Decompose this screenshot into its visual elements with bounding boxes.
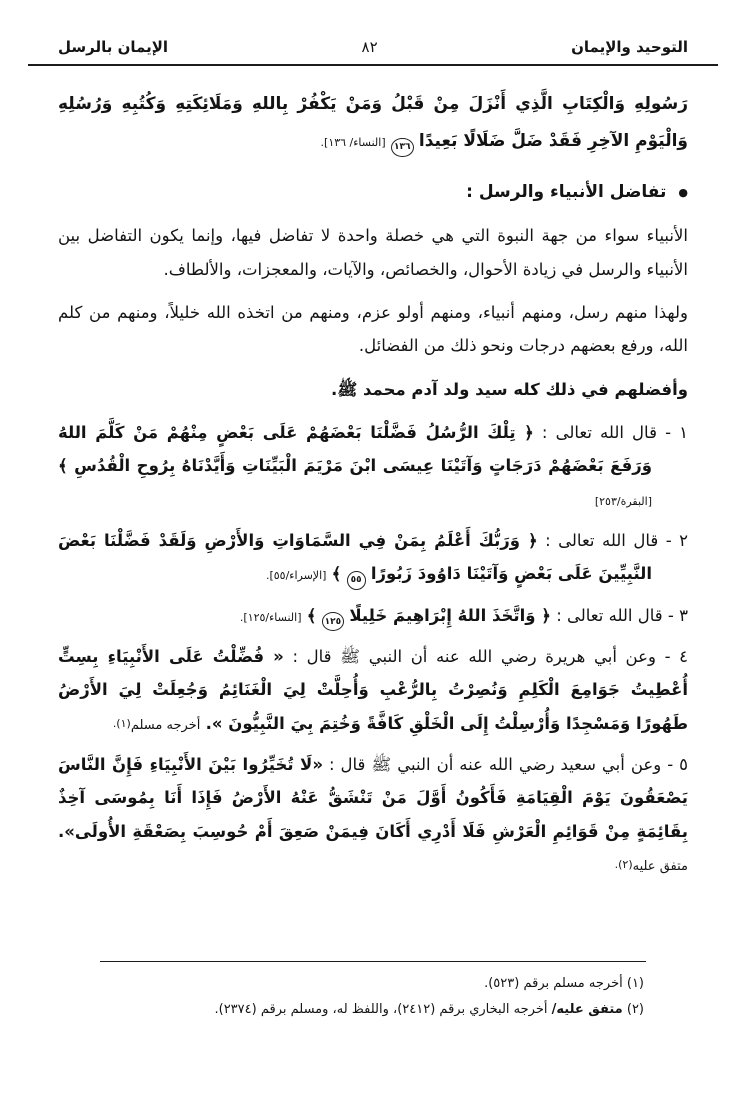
item-lead: قال الله تعالى :	[541, 423, 657, 443]
header-chapter-title: الإيمان بالرسل	[58, 38, 169, 56]
footnote-1	[58, 972, 644, 997]
footnote-source-bold: متفق عليه/	[551, 1002, 623, 1018]
verse-reference: [النساء/ ١٣٦].	[320, 135, 386, 149]
hadith-text: « فُضِّلْتُ عَلَى الأَنْبِيَاءِ بِسِتٍّ أُعْطِيتُ جَوَامِعَ الْكَلِمِ وَنُصِرْتُ بِالرُّعْبِ وَأُحِلَّتْ لِيَ الْغَنَائِمُ وَجُعِلَتْ لِيَ الأَرْضُ طَهُورًا وَمَسْجِدًا وَأُرْسِلْتُ إِلَى الْخَلْقِ كَافَّةً وَخُتِمَ بِيَ النَّبِيُّونَ ».	[58, 647, 688, 733]
page-header	[0, 0, 746, 64]
footnotes-section	[0, 961, 746, 1025]
evidence-item-3	[58, 599, 688, 632]
footnote-marker: (٢).	[614, 858, 633, 871]
section-heading	[58, 175, 688, 209]
quran-verse-text: ﴿ تِلْكَ الرُّسُلُ فَضَّلْنَا بَعْضَهُمْ عَلَى بَعْضٍ مِنْهُمْ مَنْ كَلَّمَ اللهُ وَرَفَعَ بَعْضَهُمْ دَرَجَاتٍ وَآتَيْنَا عِيسَى ابْنَ مَرْيَمَ الْبَيِّنَاتِ وَأَيَّدْنَاهُ بِرُوحِ الْقُدُسِ ﴾	[58, 423, 652, 476]
footnote-divider	[100, 961, 646, 962]
item-lead: قال الله تعالى :	[545, 531, 659, 551]
item-number: ٥ -	[667, 755, 688, 775]
footnote-marker: (١)	[626, 975, 644, 991]
verse-close-bracket: ﴾	[306, 605, 317, 625]
quran-verse-text: رَسُولِهِ وَالْكِتَابِ الَّذِي أَنْزَلَ مِنْ قَبْلُ وَمَنْ يَكْفُرْ بِاللهِ وَمَلَائِكَتِهِ وَكُتُبِهِ وَرُسُلِهِ وَالْيَوْمِ الآخِرِ فَقَدْ ضَلَّ ضَلَالًا بَعِيدًا	[58, 94, 688, 151]
verse-reference: [النساء/١٢٥].	[239, 610, 302, 624]
paragraph-prophets-categories: ولهذا منهم رسل، ومنهم أنبياء، ومنهم أولو عزم، ومنهم من اتخذه الله خليلاً، ومنهم من كلم الله، ورفع بعضهم درجات ونحو ذلك من الفضائل.	[58, 303, 688, 356]
hadith-attribution: متفق عليه	[632, 859, 688, 874]
ayah-number-circle: ١٢٥	[322, 612, 344, 631]
section-heading-text: تفاضل الأنبياء والرسل :	[466, 182, 667, 203]
bullet-icon: ●	[678, 185, 688, 199]
footnote-marker: (٢)	[626, 1002, 644, 1018]
page-number: ٨٢	[361, 38, 378, 56]
evidence-item-4	[58, 640, 688, 740]
item-lead: قال الله تعالى :	[556, 605, 663, 625]
verse-reference: [البقرة/٢٥٣]	[594, 494, 652, 508]
evidence-item-1	[58, 416, 688, 516]
item-number: ٤ -	[664, 647, 689, 667]
paragraph-prophets-equality: الأنبياء سواء من جهة النبوة التي هي خصلة واحدة لا تفاضل فيها، وإنما يكون التفاضل بين الأنبياء والرسل في زيادة الأحوال، والخصائص، والآيات، والمعجزات، والألطاف.	[58, 226, 688, 279]
page-body	[0, 66, 746, 881]
hadith-attribution: أخرجه مسلم	[130, 717, 201, 733]
verse-close-bracket: ﴾	[331, 564, 342, 584]
evidence-item-2	[58, 524, 688, 591]
hadith-text: «لَا تُخَيِّرُوا بَيْنَ الأَنْبِيَاءِ فَإِنَّ النَّاسَ يَصْعَقُونَ يَوْمَ الْقِيَامَةِ فَأَكُونُ أَوَّلَ مَنْ تَنْشَقُّ عَنْهُ الأَرْضُ فَإِذَا أَنَا بِمُوسَى آخِذٌ بِقَائِمَةٍ مِنْ قَوَائِمِ الْعَرْشِ فَلَا أَدْرِي أَكَانَ فِيمَنْ صَعِقَ أَمْ حُوسِبَ بِصَعْقَةِ الأُولَى».	[58, 755, 688, 841]
footnote-2	[58, 998, 644, 1023]
item-number: ٣ -	[667, 605, 688, 625]
item-lead: وعن أبي هريرة رضي الله عنه أن النبي ﷺ قال :	[292, 647, 656, 667]
verse-reference: [الإسراء/٥٥].	[265, 569, 327, 583]
opening-verse	[58, 86, 688, 159]
quran-verse-text: ﴿ وَرَبُّكَ أَعْلَمُ بِمَنْ فِي السَّمَاوَاتِ وَالأَرْضِ وَلَقَدْ فَضَّلْنَا بَعْضَ النَّبِيِّينَ عَلَى بَعْضٍ وَآتَيْنَا دَاوُودَ زَبُورًا	[58, 531, 652, 584]
quran-verse-text: ﴿ وَاتَّخَذَ اللهُ إِبْرَاهِيمَ خَلِيلًا	[349, 605, 551, 625]
footnote-text: أخرجه مسلم برقم (٥٢٣).	[484, 975, 623, 991]
header-section-title: التوحيد والإيمان	[571, 38, 688, 56]
item-number: ١ -	[665, 423, 688, 443]
evidence-item-5	[58, 748, 688, 881]
item-lead: وعن أبي سعيد رضي الله عنه أن النبي ﷺ قال :	[328, 755, 662, 775]
paragraph-best-of-prophets: وأفضلهم في ذلك كله سيد ولد آدم محمد ﷺ.	[331, 379, 688, 399]
footnote-marker: (١).	[112, 716, 131, 730]
ayah-number-circle: ٥٥	[347, 571, 366, 590]
item-number: ٢ -	[665, 531, 689, 551]
footnote-text: أخرجه البخاري برقم (٢٤١٢)، واللفظ له، ومسلم برقم (٢٣٧٤).	[214, 1002, 548, 1018]
ayah-number-circle: ١٣٦	[391, 138, 413, 157]
